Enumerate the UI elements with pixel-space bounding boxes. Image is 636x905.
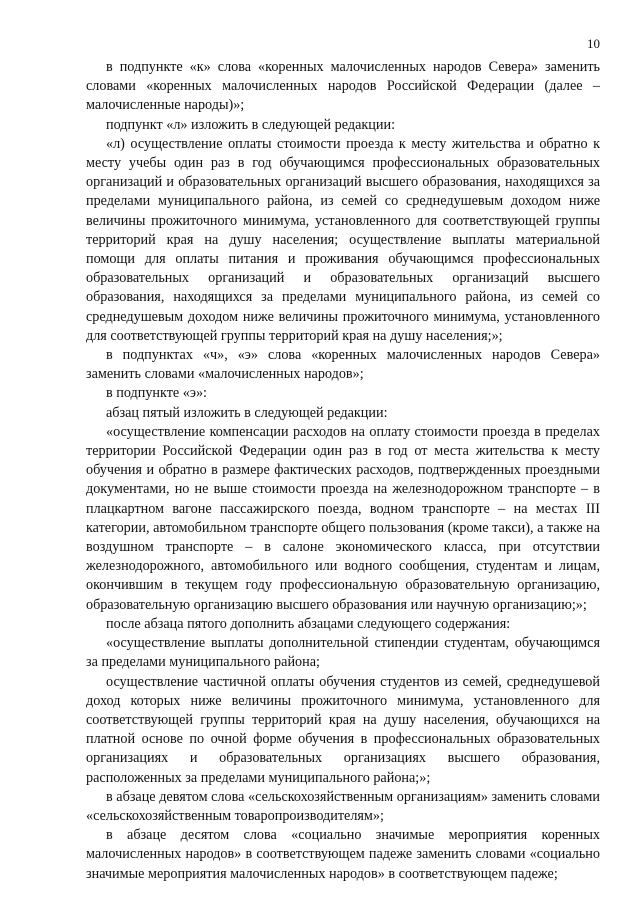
paragraph: «л) осуществление оплаты стоимости проезда к месту жительства и обратно к месту учебы один раз в год обучающимся профессиональных образовательных организаций и образовательных организаций высшего образования, находящихся за пределами муниципального района, из семей со среднедушевым доходом ниже величины прожиточного минимума, установленного для соответствующей группы территорий края на душу населения; осуществление выплаты материальной помощи для оплаты питания и проживания обучающимся профессиональных образовательных организаций и образовательных организаций высшего образования, находящихся за пределами муниципального района, из семей со среднедушевым доходом ниже величины прожиточного минимума, установленного для соответствующей группы территорий края на душу населения;»;: [86, 135, 600, 344]
paragraph: «осуществление компенсации расходов на оплату стоимости проезда в пределах территории Российской Федерации один раз в год от места жительства к месту обучения и обратно в размере фактических расходов, подтвержденных проездными документами, но не выше стоимости проезда на железнодорожном транспорте – в плацкартном вагоне пассажирского поезда, водном транспорте – на местах III категории, автомобильном транспорте общего пользования (кроме такси), а также на воздушном транспорте – в салоне экономического класса, при отсутствии железнодорожного, автомобильного или водного сообщения, студентам и лицам, окончившим в текущем году профессиональную образовательную организацию, образовательную организацию высшего образования или научную организацию;»;: [86, 423, 600, 613]
paragraph: в подпунктах «ч», «э» слова «коренных малочисленных народов Севера» заменить словами «малочисленных народов»;: [86, 347, 600, 383]
document-body: [86, 58, 600, 884]
paragraph: абзац пятый изложить в следующей редакции:: [106, 404, 388, 421]
paragraph: подпункт «л» изложить в следующей редакции:: [106, 116, 396, 133]
paragraph: в подпункте «к» слова «коренных малочисленных народов Севера» заменить словами «коренных малочисленных народов Российской Федерации (далее – малочисленные народы)»;: [86, 59, 600, 114]
paragraph: осуществление частичной оплаты обучения студентов из семей, среднедушевой доход которых ниже величины прожиточного минимума, установленного для соответствующей группы территорий края на душу населения, обучающихся на платной основе по очной форме обучения в профессиональных образовательных организациях и образовательных организациях высшего образования, расположенных за пределами муниципального района;»;: [86, 673, 600, 786]
page-number: 10: [587, 36, 600, 51]
paragraph: «осуществление выплаты дополнительной стипендии студентам, обучающимся за пределами муниципального района;: [86, 635, 600, 671]
paragraph: в абзаце девятом слова «сельскохозяйственным организациям» заменить словами «сельскохозяйственным товаропроизводителям»;: [86, 788, 600, 824]
paragraph: в подпункте «э»:: [106, 385, 207, 402]
paragraph: в абзаце десятом слова «социально значимые мероприятия коренных малочисленных народов» в соответствующем падеже заменить словами «социально значимые мероприятия малочисленных народов» в соответствующем падеже;: [86, 827, 600, 882]
paragraph: после абзаца пятого дополнить абзацами следующего содержания:: [106, 615, 511, 632]
